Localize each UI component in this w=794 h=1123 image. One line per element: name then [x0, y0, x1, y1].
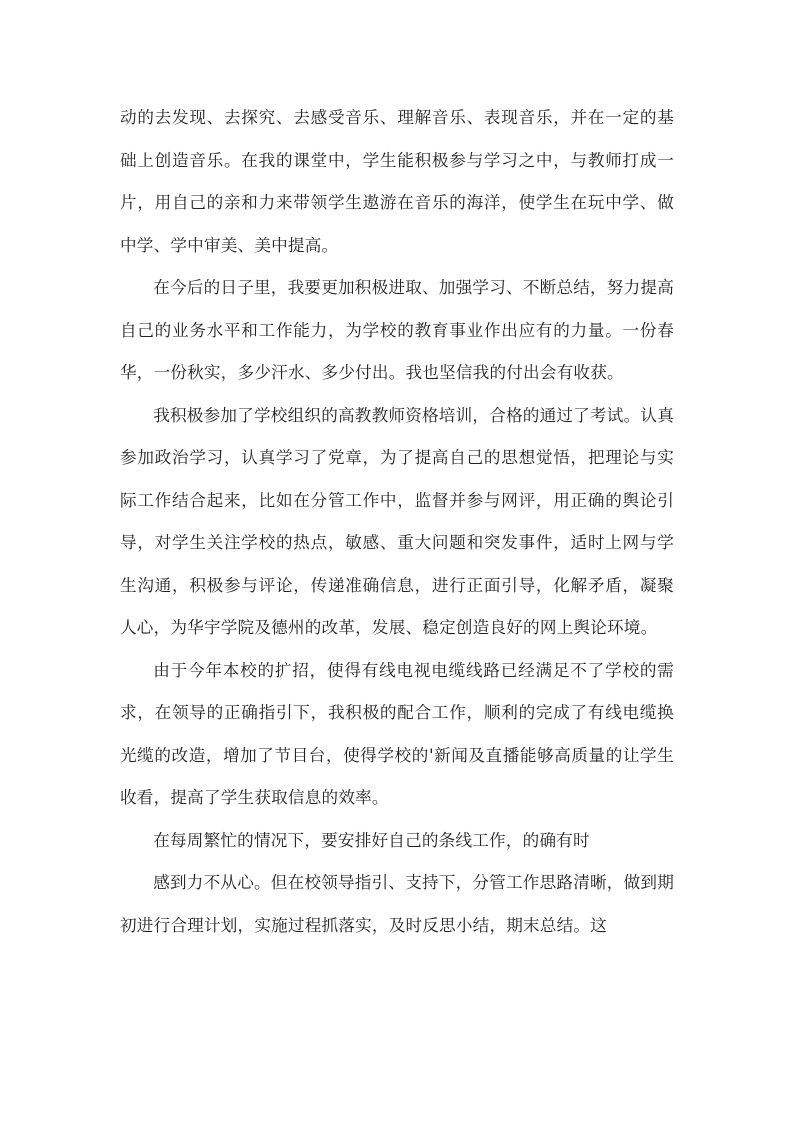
- document-body: [120, 97, 674, 947]
- paragraph-4: 由于今年本校的扩招，使得有线电视电缆线路已经满足不了学校的需求，在领导的正确指引下，我积极的配合工作，顺利的完成了有线电缆换光缆的改造，增加了节目台，使得学校的'新闻及直播能够高质量的让学生收看，提高了学生获取信息的效率。: [120, 660, 674, 807]
- paragraph-5: 在每周繁忙的情况下，要安排好自己的条线工作，的确有时: [153, 830, 590, 850]
- paragraph-3: 我积极参加了学校组织的高教教师资格培训，合格的通过了考试。认真参加政治学习，认真学习了党章，为了提高自己的思想觉悟，把理论与实际工作结合起来，比如在分管工作中，监督并参与网评，用正确的舆论引导，对学生关注学校的热点，敏感、重大问题和突发事件，适时上网与学生沟通，积极参与评论，传递准确信息，进行正面引导，化解矛盾，凝聚人心，为华宇学院及德州的改革，发展、稳定创造良好的网上舆论环境。: [120, 405, 674, 637]
- paragraph-1: 动的去发现、去探究、去感受音乐、理解音乐、表现音乐，并在一定的基础上创造音乐。在我的课堂中，学生能积极参与学习之中，与教师打成一片，用自己的亲和力来带领学生遨游在音乐的海洋，使学生在玩中学、做中学、学中审美、美中提高。: [120, 108, 674, 255]
- paragraph-2: 在今后的日子里，我要更加积极进取、加强学习、不断总结，努力提高自己的业务水平和工作能力，为学校的教育事业作出应有的力量。一份春华，一份秋实，多少汗水、多少付出。我也坚信我的付出会有收获。: [120, 278, 674, 382]
- paragraph-6: 感到力不从心。但在校领导指引、支持下，分管工作思路清晰，做到期初进行合理计划，实施过程抓落实，及时反思小结，期末总结。这: [120, 873, 674, 935]
